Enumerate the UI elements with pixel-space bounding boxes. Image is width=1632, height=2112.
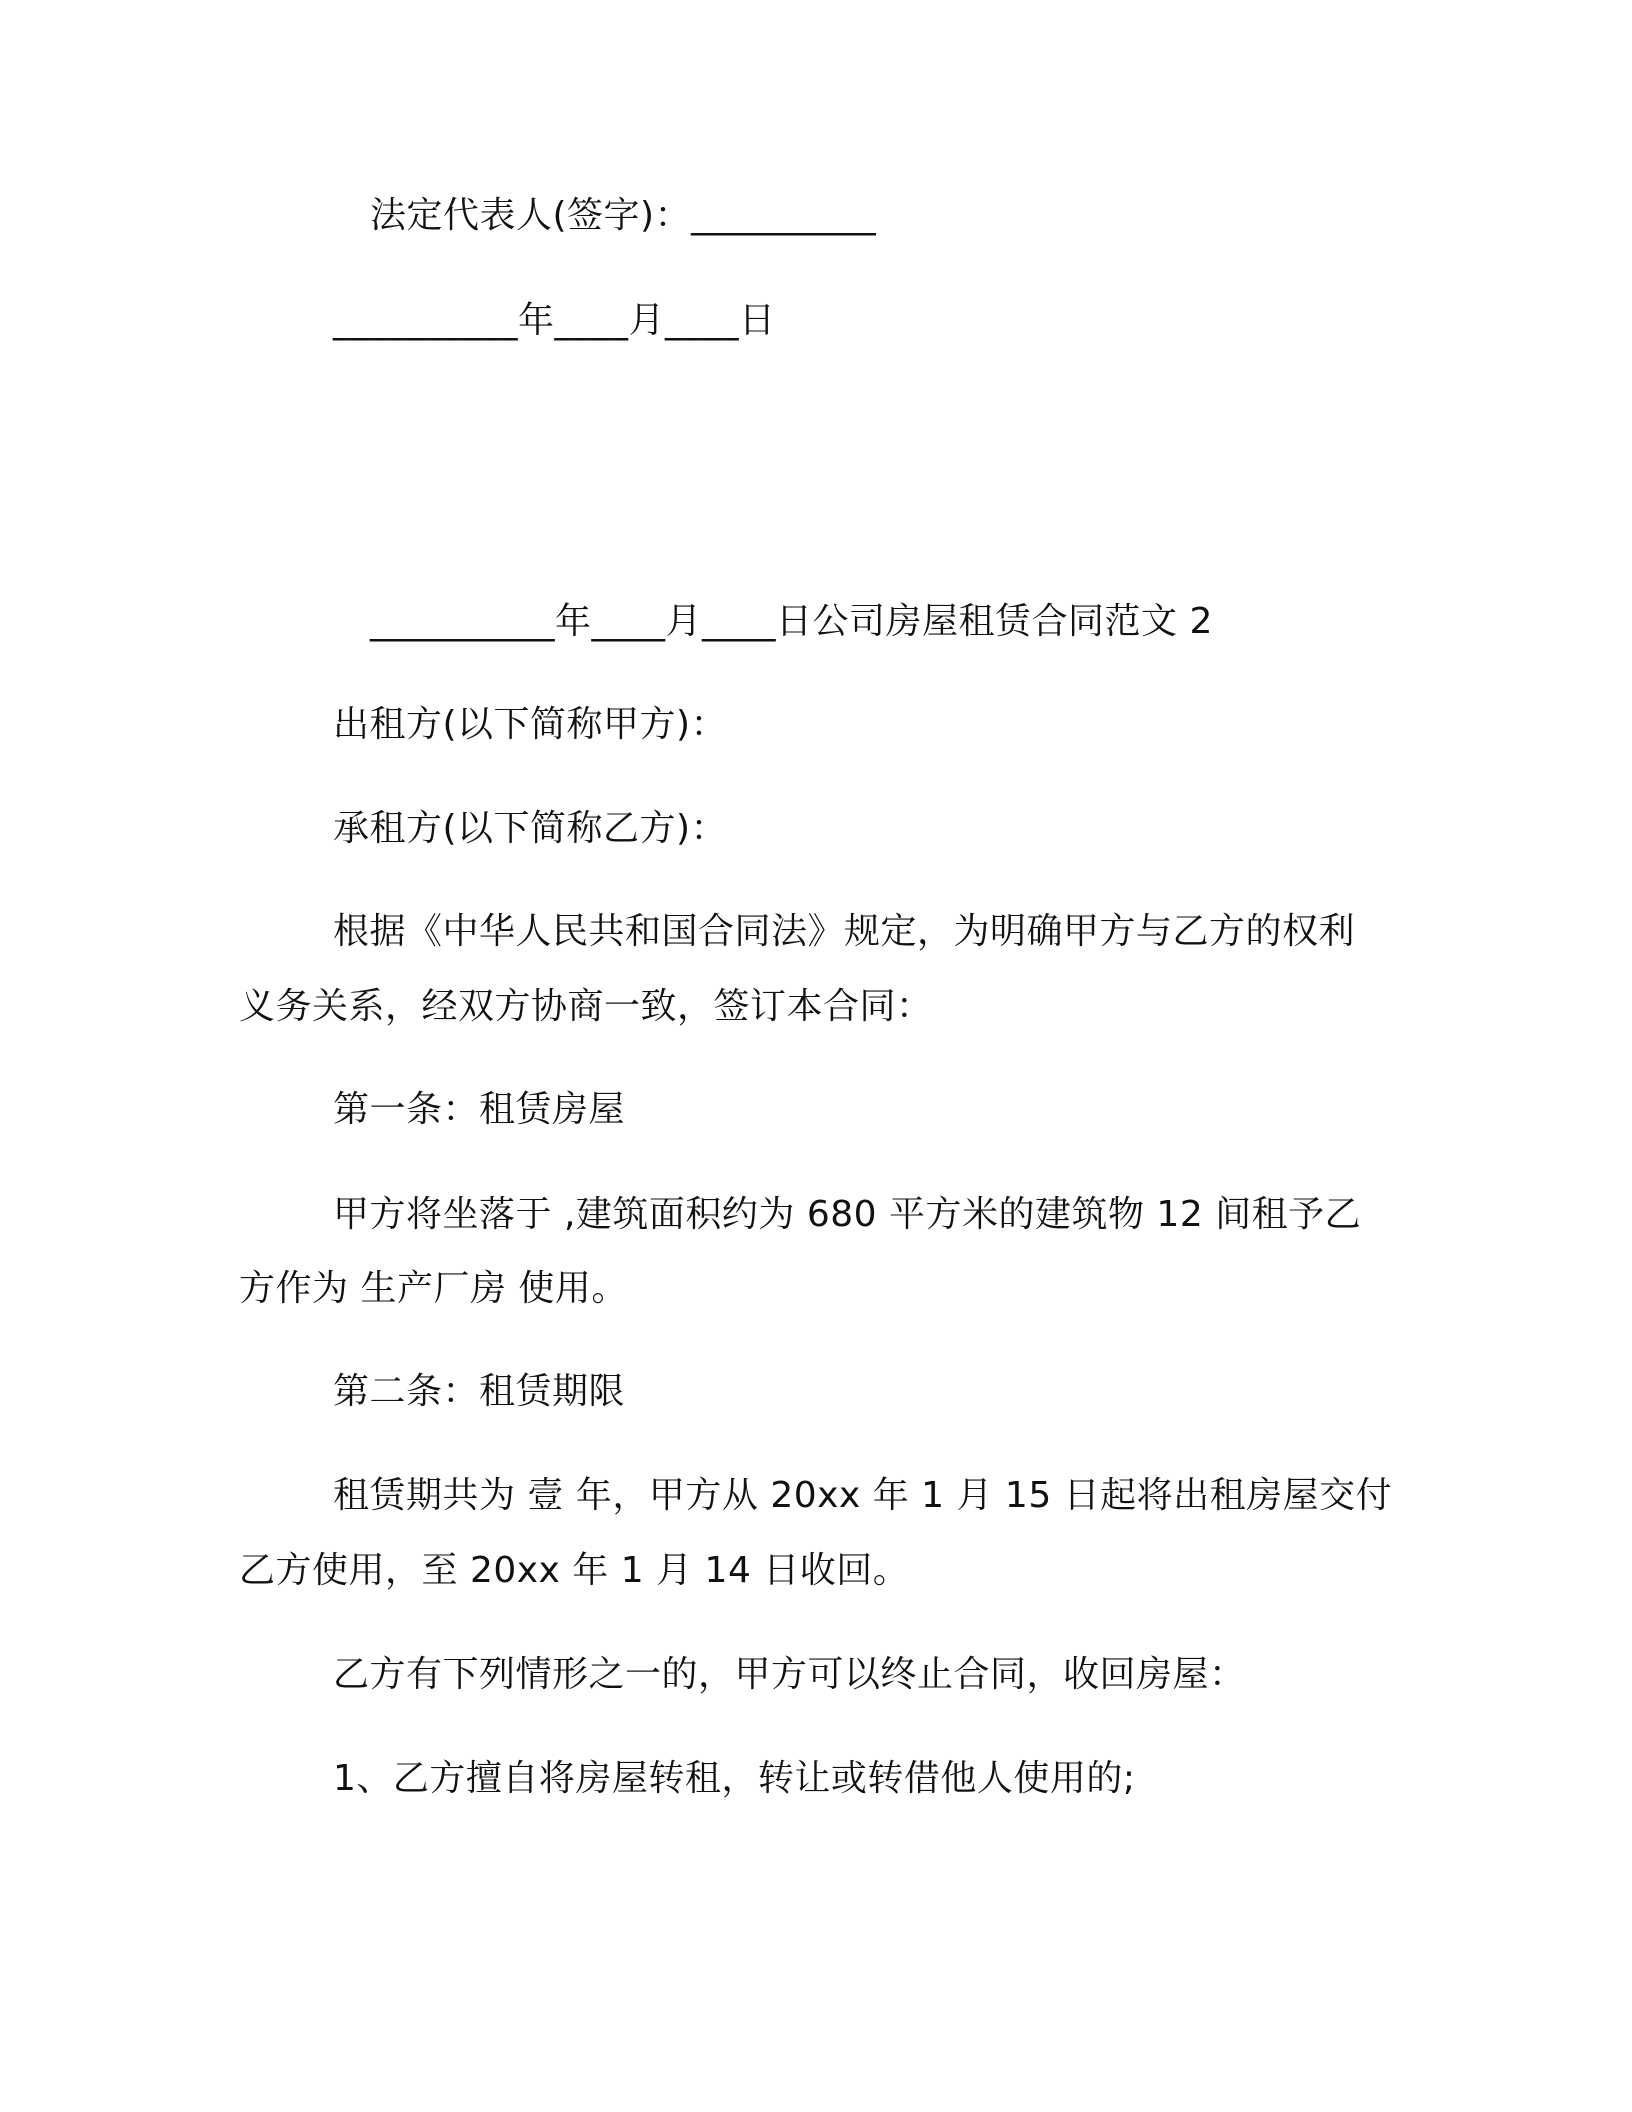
- article-1-line-1: 甲方将坐落于 ,建筑面积约为 680 平方米的建筑物 12 间租予乙: [333, 1194, 1362, 1235]
- lessee-line: 承租方(以下简称乙方)：: [333, 808, 728, 849]
- signature-line: 法定代表人(签字)：__________: [370, 195, 877, 236]
- article-2-line-2: 乙方使用，至 20xx 年 1 月 14 日收回。: [239, 1550, 910, 1591]
- preamble-line-2: 义务关系，经双方协商一致，签订本合同：: [239, 986, 933, 1027]
- date-line: __________年____月____日: [333, 300, 776, 341]
- article-2-line-1: 租赁期共为 壹 年，甲方从 20xx 年 1 月 15 日起将出租房屋交付: [333, 1475, 1393, 1516]
- article-2-title: 第二条：租赁期限: [333, 1371, 626, 1412]
- termination-item-1: 1、乙方擅自将房屋转租，转让或转借他人使用的;: [333, 1758, 1136, 1799]
- lessor-line: 出租方(以下简称甲方)：: [333, 704, 728, 745]
- article-1-line-2: 方作为 生产厂房 使用。: [239, 1268, 628, 1309]
- article-1-title: 第一条：租赁房屋: [333, 1089, 626, 1130]
- termination-intro: 乙方有下列情形之一的，甲方可以终止合同，收回房屋：: [333, 1654, 1246, 1695]
- section-title: __________年____月____日公司房屋租赁合同范文 2: [370, 601, 1213, 642]
- preamble-line-1: 根据《中华人民共和国合同法》规定，为明确甲方与乙方的权利: [333, 911, 1356, 952]
